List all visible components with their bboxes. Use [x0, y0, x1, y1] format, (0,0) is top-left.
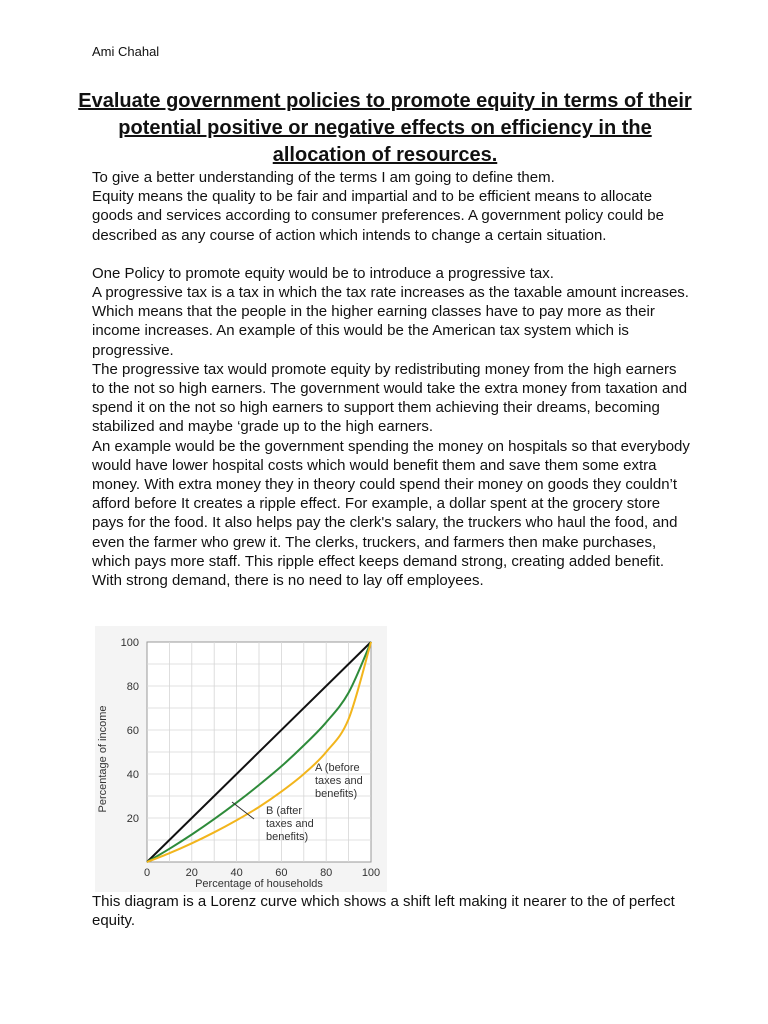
- x-tick-label: 20: [185, 867, 198, 879]
- paragraph: An example would be the government spending the money on hospitals so that everybody would have lower hospital costs which would benefit them and save them some extra money. With extra money they in theory could spend their money on goods they couldn’t afford before It creates a ripple effect. For example, a dollar spent at the grocery store pays for the food. It also helps pay the clerk's salary, the truckers who haul the food, and even the farmer who grew it. The clerks, truckers, and farmers then make purchases, which pays more staff. This ripple effect keeps demand strong, creating added benefit. With strong demand, there is no need to lay off employees.: [92, 437, 690, 590]
- paragraph: A progressive tax is a tax in which the tax rate increases as the taxable amount increases. Which means that the people in the higher earning classes have to pay more as their income increases. An example of this would be the American tax system which is progressive.: [92, 284, 689, 359]
- y-tick-label: 100: [120, 637, 139, 649]
- x-tick-label: 80: [320, 867, 333, 879]
- paragraph: To give a better understanding of the terms I am going to define them.: [92, 169, 555, 186]
- annotation-a-label: A (before: [315, 762, 360, 774]
- essay-body: [92, 168, 692, 590]
- annotation-a-label: taxes and: [315, 775, 363, 787]
- y-tick-label: 60: [126, 725, 139, 737]
- paragraph: Equity means the quality to be fair and impartial and to be efficient means to allocate goods and services according to consumer preferences. A government policy could be described as any course of action which intends to change a certain situation.: [92, 188, 664, 244]
- annotation-b-label: B (after: [266, 805, 303, 817]
- author-name: Ami Chahal: [92, 44, 160, 59]
- annotation-a-label: benefits): [315, 788, 358, 800]
- x-tick-label: 60: [275, 867, 288, 879]
- y-tick-label: 40: [126, 769, 139, 781]
- y-tick-label: 20: [126, 813, 139, 825]
- x-tick-label: 40: [230, 867, 243, 879]
- annotation-b-label: taxes and: [266, 818, 314, 830]
- x-tick-label: 100: [361, 867, 381, 879]
- annotation-b-label: benefits): [266, 831, 309, 843]
- x-axis-label: Percentage of households: [195, 878, 323, 890]
- chart-svg: [95, 626, 387, 892]
- y-tick-label: 80: [126, 681, 139, 693]
- paragraph: One Policy to promote equity would be to introduce a progressive tax.: [92, 264, 554, 282]
- lorenz-curve-chart: [95, 626, 387, 892]
- x-tick-label: 0: [143, 867, 151, 879]
- essay-title: Evaluate government policies to promote equity in terms of their potential positive or negative effects on efficiency in the allocation of resources.: [78, 90, 692, 166]
- chart-caption: This diagram is a Lorenz curve which shows a shift left making it nearer to the of perfect equity.: [92, 893, 675, 930]
- paragraph: The progressive tax would promote equity by redistributing money from the high earners to the not so high earners. The government would take the extra money from taxation and spend it on the not so high earners to support them achieving their dreams, becoming stabilized and maybe ‘grade up to the high earners.: [92, 360, 688, 436]
- y-axis-label: Percentage of income: [97, 705, 109, 813]
- blank-line: [92, 245, 692, 264]
